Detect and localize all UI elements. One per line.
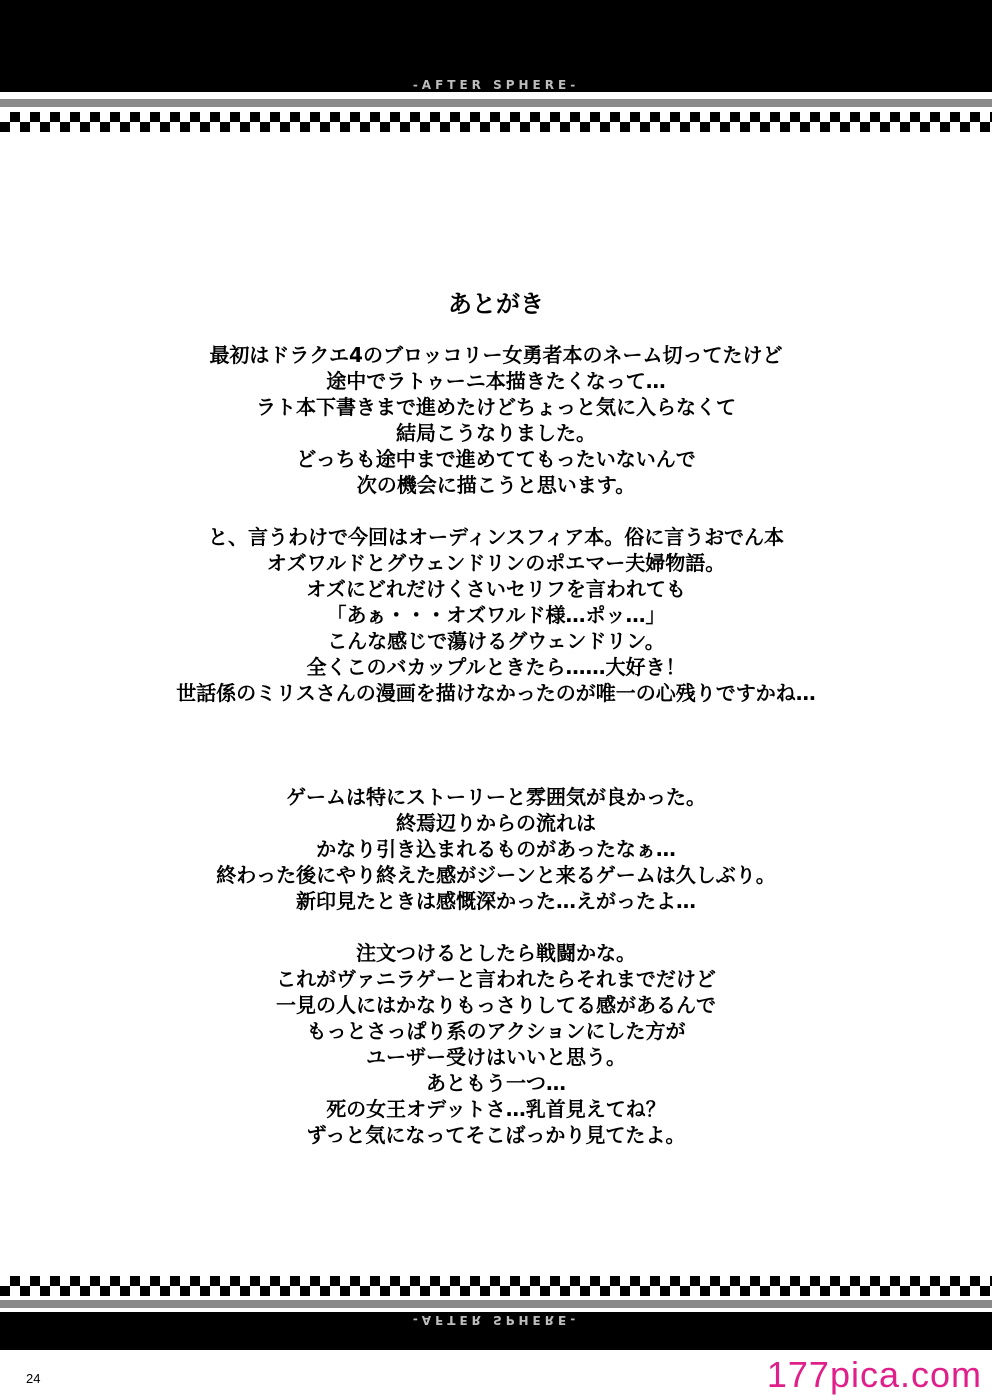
text-line: 新印見たときは感慨深かった…えがったよ… [296,889,696,913]
text-line: 最初はドラクエ4のブロッコリー女勇者本のネーム切ってたけど [209,343,783,367]
header-banner: -AFTER SPHERE- [412,78,580,92]
text-line: ユーザー受けはいいと思う。 [366,1045,626,1069]
text-line: 終わった後にやり終えた感がジーンと来るゲームは久しぶり。 [216,863,776,887]
footer-banner: -AFTER SPHERE- [412,1313,580,1327]
text-line: と、言うわけで今回はオーディンスフィア本。俗に言うおでん本 [208,525,784,549]
text-line: ラト本下書きまで進めたけどちょっと気に入らなくて [256,395,736,419]
text-line: ずっと気になってそこばっかり見てたよ。 [306,1123,686,1147]
text-line: オズにどれだけくさいセリフを言われても [306,577,686,601]
text-line: どっちも途中まで進めててもったいないんで [296,447,696,471]
page-number: 24 [26,1371,41,1386]
text-line: オズワルドとグウェンドリンのポエマー夫婦物語。 [266,551,726,575]
text-line: 死の女王オデットさ…乳首見えてね？ [326,1097,666,1121]
text-line: 結局こうなりました。 [396,421,596,445]
text-line: かなり引き込まれるものがあったなぁ… [316,837,676,861]
paragraph-gap [0,498,992,524]
text-line: 一見の人にはかなりもっさりしてる感があるんで [276,993,716,1017]
text-line: これがヴァニラゲーと言われたらそれまでだけど [276,967,716,991]
paragraph-gap [0,914,992,940]
footer-stripe [0,1300,992,1308]
text-line: 注文つけるとしたら戦闘かな。 [356,941,636,965]
header-checker-border [0,112,992,132]
page-title: あとがき [448,290,544,318]
text-line: 途中でラトゥーニ本描きたくなって… [326,369,666,393]
text-line: もっとさっぱり系のアクションにした方が [306,1019,686,1043]
watermark-link[interactable]: 177pica.com [766,1354,982,1395]
footer-checker-border [0,1276,992,1296]
text-line: ゲームは特にストーリーと雰囲気が良かった。 [286,785,706,809]
header-stripe [0,99,992,107]
afterword-body [0,342,992,1148]
text-line: 「あぁ・・・オズワルド様…ポッ…」 [326,603,666,627]
text-line: 次の機会に描こうと思います。 [356,473,636,497]
paragraph-gap [0,706,992,784]
text-line: 終焉辺りからの流れは [396,811,596,835]
text-line: こんな感じで蕩けるグウェンドリン。 [327,629,665,653]
text-line: 全くこのバカップルときたら……大好き！ [306,655,686,679]
text-line: あともう一つ… [426,1071,566,1095]
text-line: 世話係のミリスさんの漫画を描けなかったのが唯一の心残りですかね… [176,681,816,705]
